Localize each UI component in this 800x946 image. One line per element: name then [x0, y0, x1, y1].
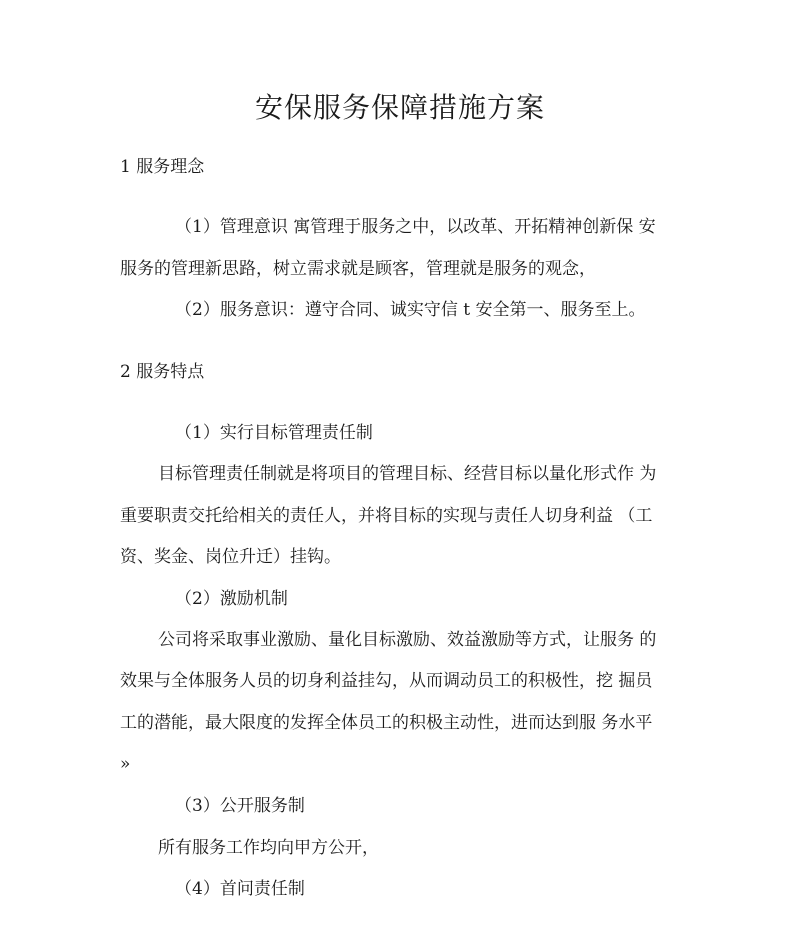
paragraph-line: （2）服务意识：遵守合同、诚实守信 t 安全第一、服务至上。 [175, 300, 646, 320]
section-heading: 1 服务理念 [120, 157, 205, 177]
paragraph-line: » [120, 754, 131, 774]
paragraph-line: 服务的管理新思路，树立需求就是顾客，管理就是服务的观念， [120, 259, 596, 279]
subsection-title: （1）实行目标管理责任制 [175, 423, 373, 443]
subsection-title: （3）公开服务制 [175, 796, 305, 816]
subsection-title: （4）首问责任制 [175, 879, 305, 899]
paragraph-line: 效果与全体服务人员的切身利益挂勾，从而调动员工的积极性，挖 掘员 [120, 671, 653, 691]
paragraph-line: 工的潜能，最大限度的发挥全体员工的积极主动性，进而达到服 务水平 [120, 713, 653, 733]
subsection-title: （2）激励机制 [175, 589, 288, 609]
paragraph-line: 重要职责交托给相关的责任人，并将目标的实现与责任人切身利益 （工 [120, 506, 653, 526]
paragraph-line: 目标管理责任制就是将项目的管理目标、经营目标以量化形式作 为 [158, 464, 657, 484]
paragraph-line: （1）管理意识 寓管理于服务之中，以改革、开拓精神创新保 安 [175, 217, 656, 237]
paragraph-line: 所有服务工作均向甲方公开， [158, 838, 379, 858]
paragraph-line: 资、奖金、岗位升迁）挂钩。 [120, 547, 341, 567]
section-heading: 2 服务特点 [120, 362, 205, 382]
paragraph-line: 公司将采取事业激励、量化目标激励、效益激励等方式，让服务 的 [158, 630, 657, 650]
document-title: 安保服务保障措施方案 [254, 91, 545, 124]
